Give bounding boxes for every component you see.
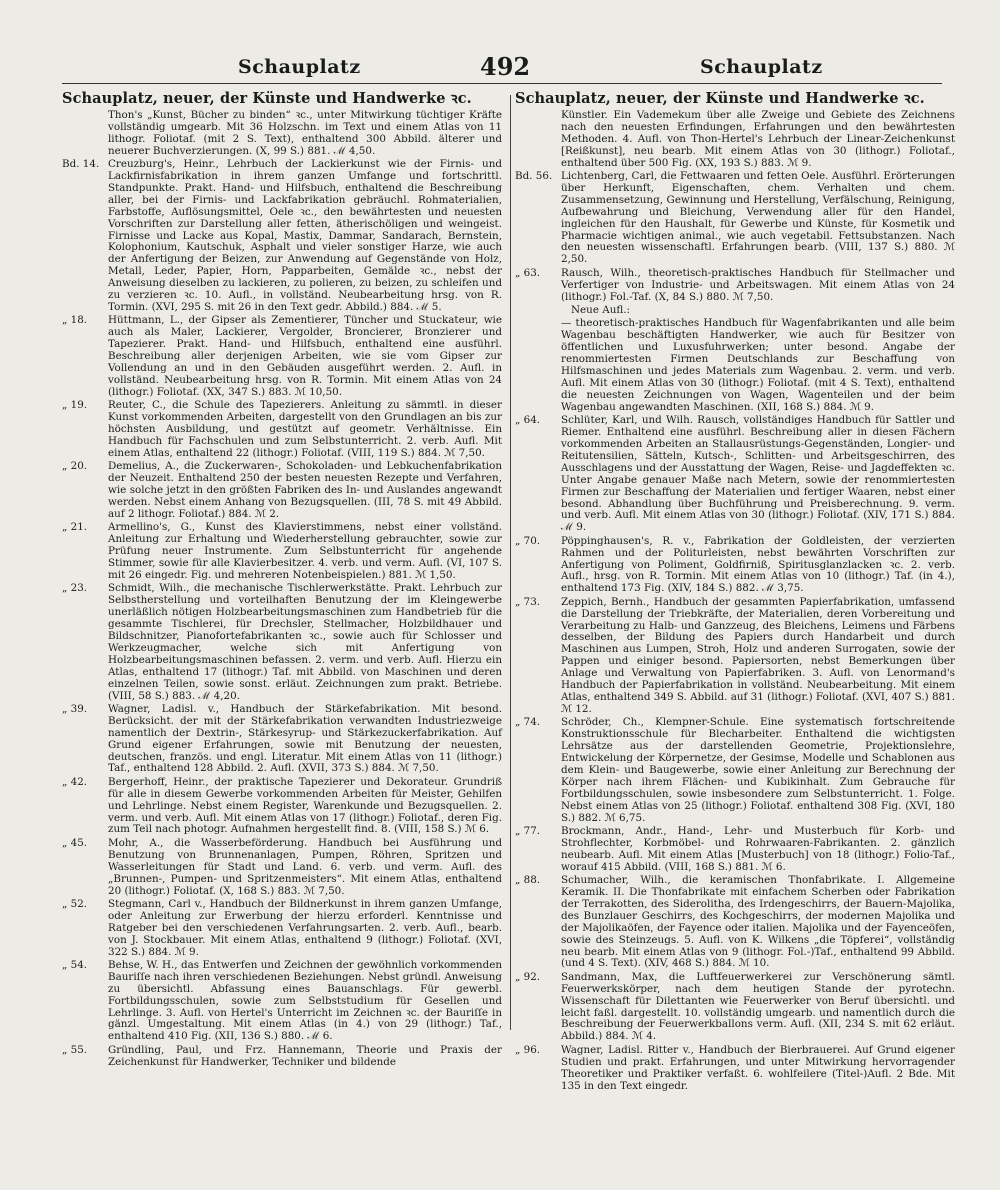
catalog-entry: [515, 268, 955, 304]
section-title: Schauplatz, neuer, der Künste und Handwerke ꝛc.: [515, 90, 925, 107]
catalog-entry: [515, 972, 955, 1043]
catalog-entry: [62, 400, 502, 460]
entry-text: Wagner, Ladisl. Ritter v., Handbuch der Bierbrauerei. Auf Grund eigener Studien und prakt. Erfahrungen, und unter Mitwirkung hervorragender Theoretiker und Praktiker verfaßt. 6. wohlfeilere (Titel-)Aufl. 2 Bde. Mit 135 in den Text eingedr.: [561, 1043, 955, 1092]
entry-text: Gründling, Paul, und Frz. Hannemann, Theorie und Praxis der Zeichenkunst für Handwerker, Techniker und bildende: [108, 1043, 502, 1068]
entry-text: Demelius, A., die Zuckerwaren-, Schokoladen- und Lebkuchenfabrikation der Neuzeit. Enthaltend 250 der besten neuesten Rezepte und Verfahren, wie solche jetzt in den größten Fabriken des In- und Auslandes angewandt werden. Nebst einem Anhang von Bezugsquellen. (III, 78 S. mit 49 Abbild. auf 2 lithogr. Foliotaf.) 884. ℳ 2.: [108, 460, 502, 520]
volume-number: [62, 110, 108, 158]
catalog-entry: [62, 110, 502, 158]
catalog-entry: [62, 960, 502, 1043]
volume-number: „ 63.: [515, 266, 541, 279]
volume-number: „ 39.: [62, 702, 88, 715]
volume-number: „ 19.: [62, 399, 88, 412]
catalog-entry: [515, 318, 955, 413]
header-rule: [62, 83, 942, 84]
catalog-entry: [62, 583, 502, 702]
volume-number: „ 54.: [62, 958, 88, 971]
volume-number: [515, 110, 561, 170]
volume-number: „ 96.: [515, 1043, 541, 1056]
volume-number: „ 77.: [515, 824, 541, 837]
catalog-entry: [62, 838, 502, 898]
volume-number: [515, 318, 561, 413]
catalog-entry: [515, 597, 955, 716]
volume-number: „ 20.: [62, 460, 88, 473]
running-head-left: Schauplatz: [238, 56, 361, 78]
entry-text: Thon's „Kunst, Bücher zu binden“ ꝛc., unter Mitwirkung tüchtiger Kräfte vollständig umgearb. Mit 36 Holzschn. im Text und einem Atlas von 11 lithogr. Foliotaf. (mit 2 S. Text), enthaltend 300 Abbild. älterer und neuerer Buchverzierungen. (X, 99 S.) 881. ℳ 4,50.: [108, 109, 502, 157]
entry-text: Wagner, Ladisl. v., Handbuch der Stärkefabrikation. Mit besond. Berücksicht. der mit der Stärkefabrikation verwandten Industriezweige namentlich der Dextrin-, Stärkesyrup- und Stärkezuckerfabrikation. Auf Grund eigener Erfahrungen, sowie mit Benutzung der neuesten, deutschen, französ. und engl. Literatur. Mit einem Atlas von 11 (lithogr.) Taf., enthaltend 128 Abbild. 2. Aufl. (XVII, 373 S.) 884. ℳ 7,50.: [108, 702, 502, 775]
entry-text: Reuter, C., die Schule des Tapezierers. Anleitung zu sämmtl. in dieser Kunst vorkommenden Arbeiten, dargestellt von den Grundlagen an bis zur höchsten Ausbildung, und gestützt auf geometr. Verhältnisse. Ein Handbuch für Fachschulen und zum Selbstunterricht. 2. verb. Aufl. Mit einem Atlas, enthaltend 22 (lithogr.) Foliotaf. (VIII, 119 S.) 884. ℳ 7,50.: [108, 399, 502, 459]
section-title: Schauplatz, neuer, der Künste und Handwerke ꝛc.: [62, 90, 472, 107]
catalog-entry: [62, 704, 502, 775]
column-divider: [510, 95, 511, 1030]
volume-number: „ 21.: [62, 521, 88, 534]
entry-text: Mohr, A., die Wasserbeförderung. Handbuch bei Ausführung und Benutzung von Brunnenanlagen, Pumpen, Röhren, Spritzen und Wasserleitungen für Stadt und Land. 6. verb. und verm. Aufl. des „Brunnen-, Pumpen- und Spritzenmeisters“. Mit einem Atlas, enthaltend 20 (lithogr.) Foliotaf. (X, 168 S.) 883. ℳ 7,50.: [108, 836, 502, 897]
volume-number: „ 92.: [515, 970, 541, 983]
volume-number: [515, 305, 561, 317]
catalog-entry: [62, 159, 502, 314]
entry-text: Schumacher, Wilh., die keramischen Thonfabrikate. I. Allgemeine Keramik. II. Die Thonfabrikate mit einfachem Scherben oder Fabrikation der Terrakotten, des Siderolitha, des Irdengeschirrs, der Bauern-Majolika, des Bunzlauer Geschirrs, des Kochgeschirrs, der modernen Majolika und der Majolikaöfen, der Fayence oder italien. Majolika und der Fayenceöfen, sowie des Steinzeugs. 5. Aufl. von K. Wilkens „die Töpferei“, vollständig neu bearb. Mit einem Atlas von 9 (lithogr. Fol.-)Taf., enthaltend 99 Abbild. (und 4 S. Text). (XIV, 468 S.) 884. ℳ 10.: [561, 874, 955, 970]
entry-text: Sandmann, Max, die Luftfeuerwerkerei zur Verschönerung sämtl. Feuerwerkskörper, nach dem heutigen Stande der pyrotechn. Wissenschaft für Dilettanten wie Feuerwerker von Beruf übersichtl. und leicht faßl. dargestellt. 10. vollständig umgearb. und namentlich durch die Beschreibung der Feuerwerkballons verm. Aufl. (XII, 234 S. mit 62 erläut. Abbild.) 884. ℳ 4.: [561, 970, 955, 1043]
volume-number: „ 18.: [62, 314, 88, 327]
volume-number: „ 42.: [62, 775, 88, 788]
volume-number: „ 23.: [62, 582, 88, 595]
volume-number: „ 64.: [515, 414, 541, 427]
entry-text: Schröder, Ch., Klempner-Schule. Eine systematisch fortschreitende Konstruktionsschule für Blecharbeiter. Enthaltend die wichtigsten Lehrsätze aus der darstellenden Geometrie, Projektionslehre, Entwickelung der Körpernetze, der Gesimse, Modelle und Schablonen aus dem Klein- und Baugewerbe, sowie einer Anleitung zur Berechnung der Körper nach ihrem Flächen- und Kubikinhalt. Zum Gebrauche für Fortbildungsschulen, sowie insbesondere zum Selbstunterricht. 1. Folge. Nebst einem Atlas von 25 (lithogr.) Foliotaf. enthaltend 308 Fig. (XVI, 180 S.) 882. ℳ 6,75.: [561, 716, 955, 824]
catalog-entry: [62, 1045, 502, 1069]
catalog-entry: [62, 899, 502, 959]
running-head: [0, 50, 1000, 90]
volume-number: „ 74.: [515, 716, 541, 729]
catalog-entry: [515, 415, 955, 534]
entry-text: Bergerhoff, Heinr., der praktische Tapezierer und Dekorateur. Grundriß für alle in diesem Gewerbe vorkommenden Arbeiten für Meister, Gehilfen und Lehrlinge. Nebst einem Register, Warenkunde und Bezugsquellen. 2. verm. und verb. Aufl. Mit einem Atlas von 17 (lithogr.) Foliotaf., deren Fig. zum Teil nach photogr. Aufnahmen hergestellt find. 8. (VIII, 158 S.) ℳ 6.: [108, 775, 502, 836]
catalog-entry: [515, 171, 955, 266]
entry-text: Schlüter, Karl, und Wilh. Rausch, vollständiges Handbuch für Sattler und Riemer. Enthaltend eine ausführl. Beschreibung aller in diesen Fächern vorkommenden Arbeiten an Stallausrüstungs-Gegenständen, Longier- und Reitutensilien, Sätteln, Kutsch-, Schlitten- und Arbeitsgeschirren, des Ausschlagens und der Ausstattung der Wagen, Reise- und Jagdeffekten ꝛc. Unter Angabe genauer Maße nach Metern, sowie der renommiertesten Firmen zur Beschaffung der Materialien und fertiger Waaren, nebst einer besond. Abhandlung über Buchführung und Preisberechnung. 9. verm. und verb. Aufl. Mit einem Atlas von 30 (lithogr.) Foliotaf. (XIV, 171 S.) 884. ℳ 9.: [561, 414, 955, 534]
catalog-entry: [515, 536, 955, 596]
right-column: [515, 90, 955, 1094]
entry-text: Pöppinghausen's, R. v., Fabrikation der Goldleisten, der verzierten Rahmen und der Politurleisten, nebst bewährten Vorschriften zur Anfertigung von Poliment, Goldfirniß, Spiritusglanzlacken ꝛc. 2. verb. Aufl., hrsg. von R. Tormin. Mit einem Atlas von 10 (lithogr.) Taf. (in 4.), enthaltend 173 Fig. (XIV, 184 S.) 882. ℳ 3,75.: [561, 534, 955, 595]
entry-text: Rausch, Wilh., theoretisch-praktisches Handbuch für Stellmacher und Verfertiger von Industrie- und Arbeitswagen. Mit einem Atlas von 24 (lithogr.) Fol.-Taf. (X, 84 S.) 880. ℳ 7,50.: [561, 266, 955, 303]
page-number: 492: [480, 52, 531, 81]
volume-number: „ 73.: [515, 595, 541, 608]
volume-number: „ 52.: [62, 897, 88, 910]
entry-text: Zeppich, Bernh., Handbuch der gesammten Papierfabrikation, umfassend die Darstellung der Triebkräfte, der Materialien, deren Vorbereitung und Verarbeitung zu Halb- und Ganzzeug, des Bleichens, Leimens und Färbens desselben, der Bildung des Papiers durch Handarbeit und durch Maschinen aus Lumpen, Stroh, Holz und anderen Surrogaten, sowie der Pappen und einiger besond. Papiersorten, nebst Bemerkungen über Anlage und Verwaltung von Papierfabriken. 3. Aufl. von Lenormand's Handbuch der Papierfabrikation in vollständ. Neubearbeitung. Mit einem Atlas, enthaltend 349 S. Abbild. auf 31 (lithogr.) Foliotaf. (XVI, 407 S.) 881. ℳ 12.: [561, 595, 955, 715]
catalog-entry: [62, 315, 502, 398]
catalog-entry: [515, 875, 955, 970]
left-column: [62, 90, 502, 1070]
volume-number: „ 70.: [515, 534, 541, 547]
catalog-entry: [515, 717, 955, 824]
catalog-entry: [62, 777, 502, 837]
running-head-right: Schauplatz: [700, 56, 823, 78]
volume-number: Bd. 56.: [515, 170, 553, 183]
entry-text: Künstler. Ein Vademekum über alle Zweige und Gebiete des Zeichnens nach den neuesten Erfindungen, Erfahrungen und den bewährtesten Methoden. 4. Aufl. von Thon-Hertel's Lehrbuch der Linear-Zeichenkunst [Reißkunst], neu bearb. Mit einem Atlas von 30 (lithogr.) Foliotaf., enthaltend über 500 Fig. (XX, 193 S.) 883. ℳ 9.: [561, 109, 955, 169]
entry-text: Hüttmann, L., der Gipser als Zementierer, Tüncher und Stuckateur, wie auch als Maler, Lackierer, Vergolder, Broncierer, Bronzierer und Tapezierer. Prakt. Hand- und Hilfsbuch, enthaltend eine ausführl. Beschreibung aller derjenigen Arbeiten, wie sie vom Gipser zur Vollendung an und in den Gebäuden ausgeführt werden. 2. Aufl. in vollständ. Neubearbeitung hrsg. von R. Tormin. Mit einem Atlas von 24 (lithogr.) Foliotaf. (XX, 347 S.) 883. ℳ 10,50.: [108, 314, 502, 398]
entry-text: Schmidt, Wilh., die mechanische Tischlerwerkstätte. Prakt. Lehrbuch zur Selbstherstellung und vorteilhaften Benutzung der im Kleingewerbe unerläßlich nötigen Holzbearbeitungsmaschinen zum Handbetrieb für die gesammte Tischlerei, für Drechsler, Stellmacher, Holzbildhauer und Bildschnitzer, Pianofortefabrikanten ꝛc., sowie auch für Schlosser und Werkzeugmacher, welche sich mit Anfertigung von Holzbearbeitungsmaschinen befassen. 2. verm. und verb. Aufl. Hierzu ein Atlas, enthaltend 17 (lithogr.) Taf. mit Abbild. von Maschinen und deren einzelnen Teilen, sowie sonst. erläut. Zeichnungen zum prakt. Betriebe. (VIII, 58 S.) 883. ℳ 4,20.: [108, 582, 502, 702]
catalog-entry: [515, 110, 955, 170]
catalog-entry: [515, 1045, 955, 1093]
entry-text: Behse, W. H., das Entwerfen und Zeichnen der gewöhnlich vorkommenden Bauriſſe nach ihren verschiedenen Beziehungen. Nebst gründl. Anweisung zu übersichtl. Abfassung eines Bauanschlags. Für gewerbl. Fortbildungsschulen, sowie zum Selbststudium für Gesellen und Lehrlinge. 3. Aufl. von Hertel's Unterricht im Zeichnen ꝛc. der Bauriſſe in gänzl. Umgestaltung. Mit einem Atlas (in 4.) von 29 (lithogr.) Taf., enthaltend 410 Fig. (XII, 136 S.) 880. ℳ 6.: [108, 958, 502, 1043]
volume-number: „ 55.: [62, 1043, 88, 1056]
catalog-entry: [62, 522, 502, 582]
catalog-entry: [515, 305, 955, 317]
entry-text: — theoretisch-praktisches Handbuch für Wagenfabrikanten und alle beim Wagenbau beschäftigten Handwerker, wie auch für Besitzer von öffentlichen und Luxusfuhrwerken; unter besond. Angabe der renommiertesten Firmen Deutschlands zur Beschaffung von Hilfsmaschinen und jedes Materials zum Wagenbau. 2. verm. und verb. Aufl. Mit einem Atlas von 30 (lithogr.) Foliotaf. (mit 4 S. Text), enthaltend die neuesten Zeichnungen von Wagen, Wagenteilen und der beim Wagenbau angewandten Maschinen. (XII, 168 S.) 884. ℳ 9.: [561, 317, 955, 413]
catalog-entry: [515, 826, 955, 874]
entry-text: Neue Aufl.:: [571, 304, 631, 316]
volume-number: „ 88.: [515, 874, 541, 887]
catalog-entry: [62, 461, 502, 521]
entry-text: Armellino's, G., Kunst des Klavierstimmens, nebst einer vollständ. Anleitung zur Erhaltung und Wiederherstellung gebrauchter, sowie zur Prüfung neuer Instrumente. Zum Selbstunterricht für angehende Stimmer, sowie für alle Klavierbesitzer. 4. verb. und verm. Aufl. (VI, 107 S. mit 26 eingedr. Fig. und mehreren Notenbeispielen.) 881. ℳ 1,50.: [108, 521, 502, 581]
volume-number: Bd. 14.: [62, 158, 100, 171]
entry-text: Brockmann, Andr., Hand-, Lehr- und Musterbuch für Korb- und Strohflechter, Korbmöbel- und Rohrwaaren-Fabrikanten. 2. gänzlich neubearb. Aufl. Mit einem Atlas [Musterbuch] von 18 (lithogr.) Folio-Taf., worauf 415 Abbild. (VIII, 168 S.) 881. ℳ 6.: [561, 824, 955, 873]
entry-text: Stegmann, Carl v., Handbuch der Bildnerkunst in ihrem ganzen Umfange, oder Anleitung zur Erwerbung der hierzu erforderl. Kenntnisse und Ratgeber bei den verschiedenen Verfahrungsarten. 2. verb. Aufl., bearb. von J. Stockbauer. Mit einem Atlas, enthaltend 9 (lithogr.) Foliotaf. (XVI, 322 S.) 884. ℳ 9.: [108, 897, 502, 958]
entry-text: Lichtenberg, Carl, die Fettwaaren und fetten Oele. Ausführl. Erörterungen über Herkunft, Eigenschaften, chem. Verhalten und chem. Zusammensetzung, Gewinnung und Herstellung, Verfälschung, Reinigung, Aufbewahrung und Bleichung, Verwendung aller für den Handel, ingleichen für den Haushalt, für Gewerbe und Künste, für Kosmetik und Pharmacie wichtigen animal., wie auch vegetabil. Fettsubstanzen. Nach den neuesten wissenschaftl. Erfahrungen bearb. (VIII, 137 S.) 880. ℳ 2,50.: [561, 170, 955, 266]
entry-text: Creuzburg's, Heinr., Lehrbuch der Lackierkunst wie der Firnis- und Lackfirnisfabrikation in ihrem ganzen Umfange und fortschrittl. Standpunkte. Prakt. Hand- und Hilfsbuch, enthaltend die Beschreibung aller, bei der Firnis- und Lackfabrikation gebräuchl. Rohmaterialien, Farbstoffe, Auflösungsmittel, Oele ꝛc., den bewährtesten und neuesten Vorschriften zur Darstellung aller fetten, ätherischöligen und weingeist. Firnisse und Lacke aus Kopal, Mastix, Dammar, Sandarach, Bernstein, Kolophonium, Kautschuk, Asphalt und vieler sonstiger Harze, wie auch der Anfertigung der Beizen, zur Anwendung auf Gegenstände von Holz, Metall, Leder, Papier, Horn, Papparbeiten, Gemälde ꝛc., nebst der Anweisung dieselben zu lackieren, zu polieren, zu beizen, zu schleifen und zu verzieren ꝛc. 10. Aufl., in vollständ. Neubearbeitung hrsg. von R. Tormin. (XVI, 295 S. mit 26 in den Text gedr. Abbild.) 884. ℳ 5.: [108, 158, 502, 313]
volume-number: „ 45.: [62, 836, 88, 849]
